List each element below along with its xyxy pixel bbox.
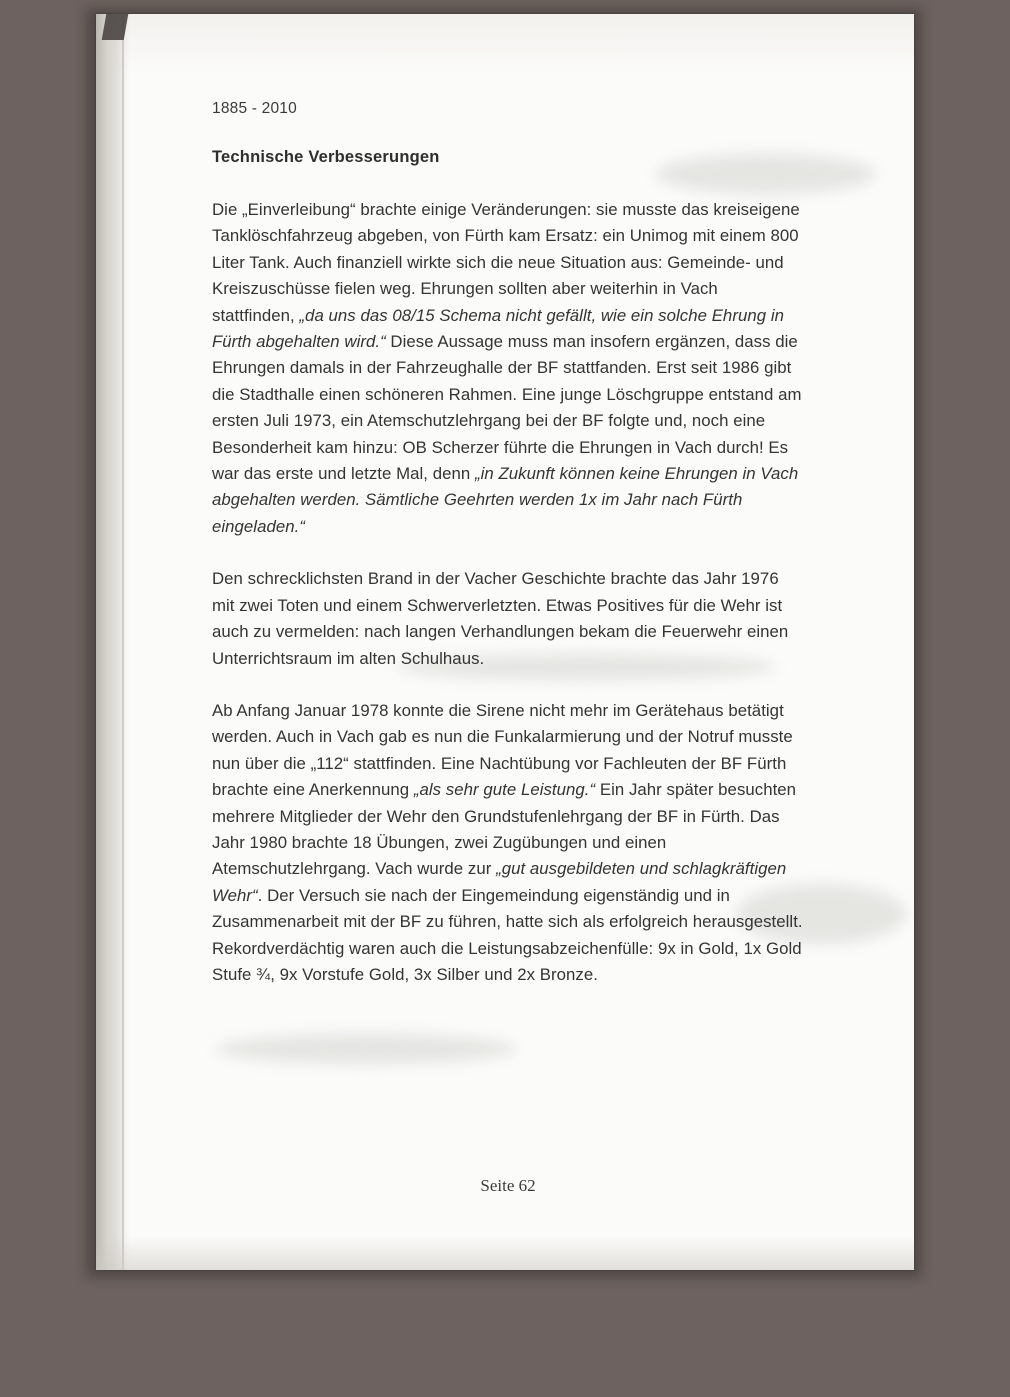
- body-text-run: Die „Einverleibung“ brachte einige Veränderungen: sie musste das kreiseigene Tanklöschfahrzeug abgeben, von Fürth kam Ersatz: ein Unimog mit einem 800 Liter Tank. Auch finanziell wirkte sich die neue Situation aus: Gemeinde- und Kreiszuschüsse fielen weg. Ehrungen sollten aber weiterhin in Vach stattfinden,: [212, 200, 800, 325]
- body-text-run: . Der Versuch sie nach der Eingemeindung eigenständig und in Zusammenarbeit mit der BF zu führen, hatte sich als erfolgreich herausgestellt. Rekordverdächtig waren auch die Leistungsabzeichenfülle: 9x in Gold, 1x Gold Stufe ¾, 9x Vorstufe Gold, 3x Silber und 2x Bronze.: [212, 885, 803, 984]
- scan-noise: [216, 1034, 516, 1064]
- quoted-italic-text: „gut ausgebildeten und schlagkräftigen Wehr“: [212, 859, 787, 905]
- page-title: Technische Verbesserungen: [212, 148, 440, 166]
- quoted-italic-text: „als sehr gute Leistung.“: [413, 780, 596, 800]
- page-number: Seite 62: [480, 1176, 536, 1195]
- paragraph: [212, 698, 804, 988]
- page-bottom-shading: [96, 1236, 914, 1270]
- quoted-italic-text: „da uns das 08/15 Schema nicht gefällt, wie ein solche Ehrung in Fürth abgehalten wird.“: [212, 305, 784, 352]
- running-header: 1885 - 2010: [212, 100, 297, 117]
- body-text-run: Ab Anfang Januar 1978 konnte die Sirene nicht mehr im Gerätehaus betätigt werden. Auch in Vach gab es nun die Funkalarmierung und der Notruf musste nun über die „112“ stattfinden. Eine Nachtübung vor Fachleuten der BF Fürth brachte eine Anerkennung: [212, 700, 793, 800]
- quoted-italic-text: „in Zukunft können keine Ehrungen in Vach abgehalten werden. Sämtliche Geehrten werden 1x im Jahr nach Fürth eingeladen.“: [212, 464, 799, 536]
- paragraph: [212, 566, 804, 672]
- paragraph: [212, 197, 804, 540]
- body-text-run: Diese Aussage muss man insofern ergänzen, dass die Ehrungen damals in der Fahrzeughalle der BF stattfanden. Erst seit 1986 gibt die Stadthalle einen schöneren Rahmen. Eine junge Löschgruppe entstand am ersten Juli 1973, ein Atemschutzlehrgang bei der BF folgte und, noch eine Besonderheit kam hinzu: OB Scherzer führte die Ehrungen in Vach durch! Es war das erste und letzte Mal, denn: [212, 332, 802, 484]
- scan-edge-mark: [102, 14, 129, 40]
- page-spine-line: [122, 14, 124, 1270]
- body-text-run: Den schrecklichsten Brand in der Vacher Geschichte brachte das Jahr 1976 mit zwei Toten und einem Schwerverletzten. Etwas Positives für die Wehr ist auch zu vermelden: nach langen Verhandlungen bekam die Feuerwehr einen Unterrichtsraum im alten Schulhaus.: [212, 569, 789, 668]
- document-page: [96, 14, 914, 1270]
- body-text-run: Ein Jahr später besuchten mehrere Mitglieder der Wehr den Grundstufenlehrgang der BF in Fürth. Das Jahr 1980 brachte 18 Übungen, zwei Zugübungen und einen Atemschutzlehrgang. Vach wurde zur: [212, 780, 797, 879]
- page-content: [212, 100, 804, 988]
